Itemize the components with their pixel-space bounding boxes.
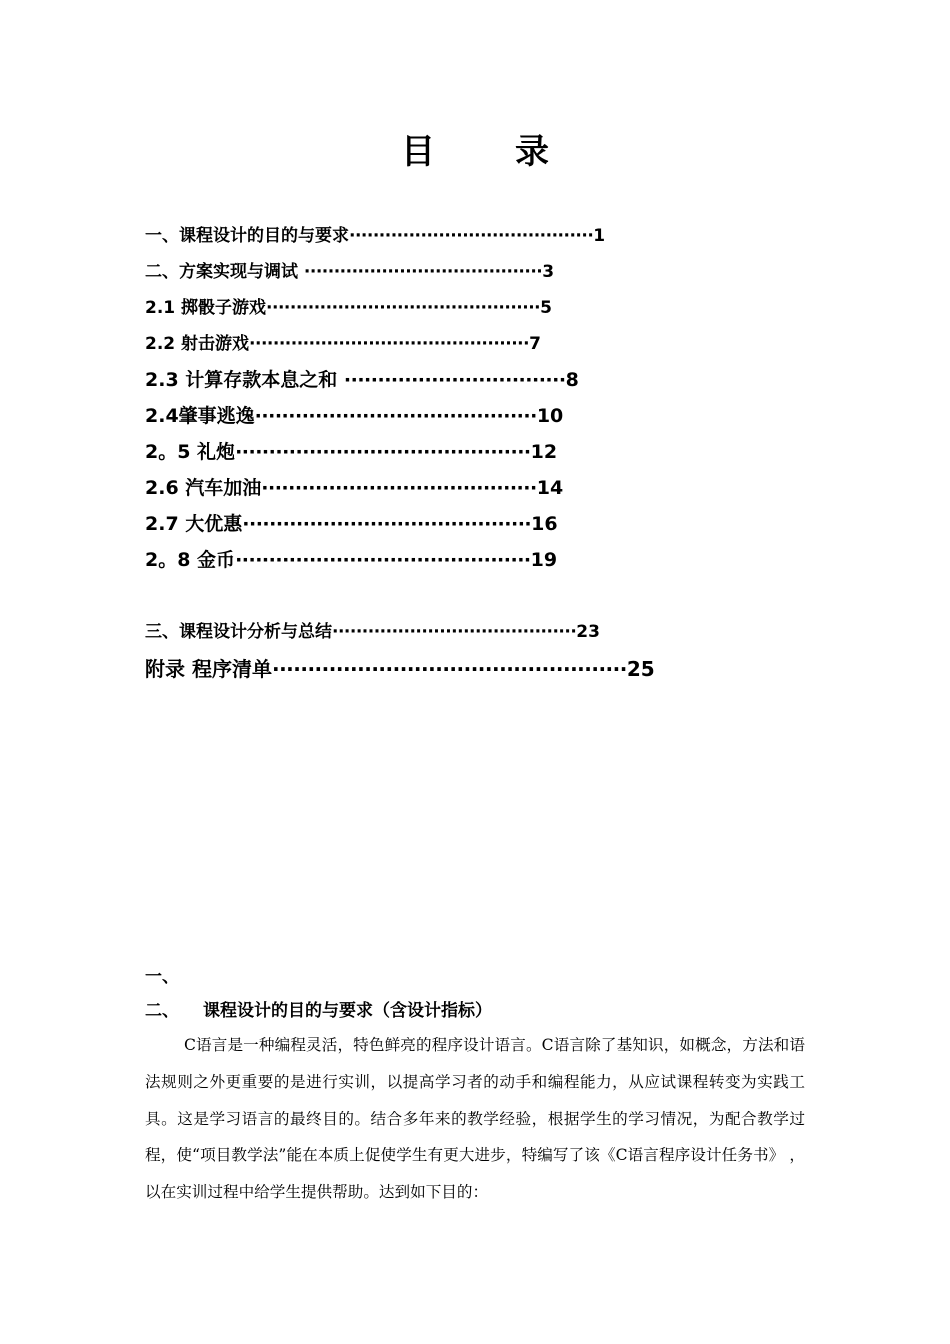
toc-entry-label: 2。5 礼炮 [145,441,236,463]
toc-entry-page: 3 [542,262,555,282]
toc-entry-dots: ········································· [349,226,594,246]
toc-entry-page: 25 [626,657,655,681]
section-line-1-text: 一、 [145,967,179,987]
toc-entry[interactable] [145,479,563,498]
section-heading-title: 课程设计的目的与要求（含设计指标） [203,1001,492,1021]
toc-entry-page: 16 [531,513,558,535]
toc-entry-dots: ·········································· [254,405,537,427]
body-paragraph: C语言是一种编程灵活，特色鲜亮的程序设计语言。C语言除了基知识，如概念，方法和语法规则之外更重要的是进行实训，以提高学习者的动手和编程能力，从应试课程转变为实践工具。这是学习语言的最终目的。结合多年来的教学经验，根据学生的学习情况，为配合教学过程，使“项目教学法”能在本质上促使学生有更大进步，特编写了该《C语言程序设计任务书》 ，以在实训过程中给学生提供帮助。达到如下目的： [145,1036,805,1202]
toc-entry-label: 一、课程设计的目的与要求 [145,226,349,246]
toc-entry-label: 三、课程设计分析与总结 [145,622,332,642]
toc-entry[interactable] [145,264,554,281]
toc-entry-label: 2.2 射击游戏 [145,334,250,354]
toc-entry-dots: ·················································· [271,657,627,681]
toc-entry[interactable] [145,443,557,462]
toc-entry[interactable] [145,336,541,353]
toc-entry-dots: ·············································· [266,298,541,318]
section-line-1 [145,962,179,987]
toc-entry-dots: ············································ [235,549,531,571]
toc-entry-page: 19 [530,549,558,571]
toc-entry[interactable] [145,300,552,317]
toc-entry-page: 10 [536,405,564,427]
toc-entry-page: 8 [565,369,579,391]
toc-entry-dots: ··········································· [242,513,532,535]
toc-entry[interactable] [145,515,558,534]
toc-title [0,124,950,173]
toc-entry-page: 5 [540,298,552,318]
toc-entry[interactable] [145,551,557,570]
toc-entry-label: 2。8 金币 [145,549,236,571]
toc-entry-dots: ········································· [332,622,577,642]
toc-entry-label: 附录 程序清单 [145,657,272,681]
toc-entry[interactable] [145,228,605,245]
toc-entry-label: 2.4肇事逃逸 [145,405,255,427]
toc-entry-page: 1 [593,226,606,246]
toc-entry-dots: ········································· [261,477,537,499]
toc-entry[interactable] [145,624,600,641]
toc-entry-dots: ································· [343,369,566,391]
toc-title-right: 录 [515,132,549,172]
toc-entry-dots: ········································ [303,262,543,282]
toc-entry-page: 12 [530,441,558,463]
toc-entry-dots: ··············································· [249,334,530,354]
toc-entry-label: 二、方案实现与调试 [145,262,304,282]
section-heading [145,996,492,1021]
toc-title-left: 目 [401,132,435,172]
toc-entry-label: 2.1 掷骰子游戏 [145,298,267,318]
section-heading-number: 二、 [145,1001,179,1021]
toc-entry-page: 7 [529,334,541,354]
toc-entry-dots: ············································ [235,441,531,463]
toc-entry-page: 14 [536,477,564,499]
toc-entry-label: 2.3 计算存款本息之和 [145,369,344,391]
toc-entry-label: 2.6 汽车加油 [145,477,262,499]
toc-entry[interactable] [145,371,579,390]
toc-entry-label: 2.7 大优惠 [145,513,243,535]
toc-entry[interactable] [145,407,563,426]
toc-entry[interactable] [145,659,655,679]
toc-entry-page: 23 [576,622,600,642]
